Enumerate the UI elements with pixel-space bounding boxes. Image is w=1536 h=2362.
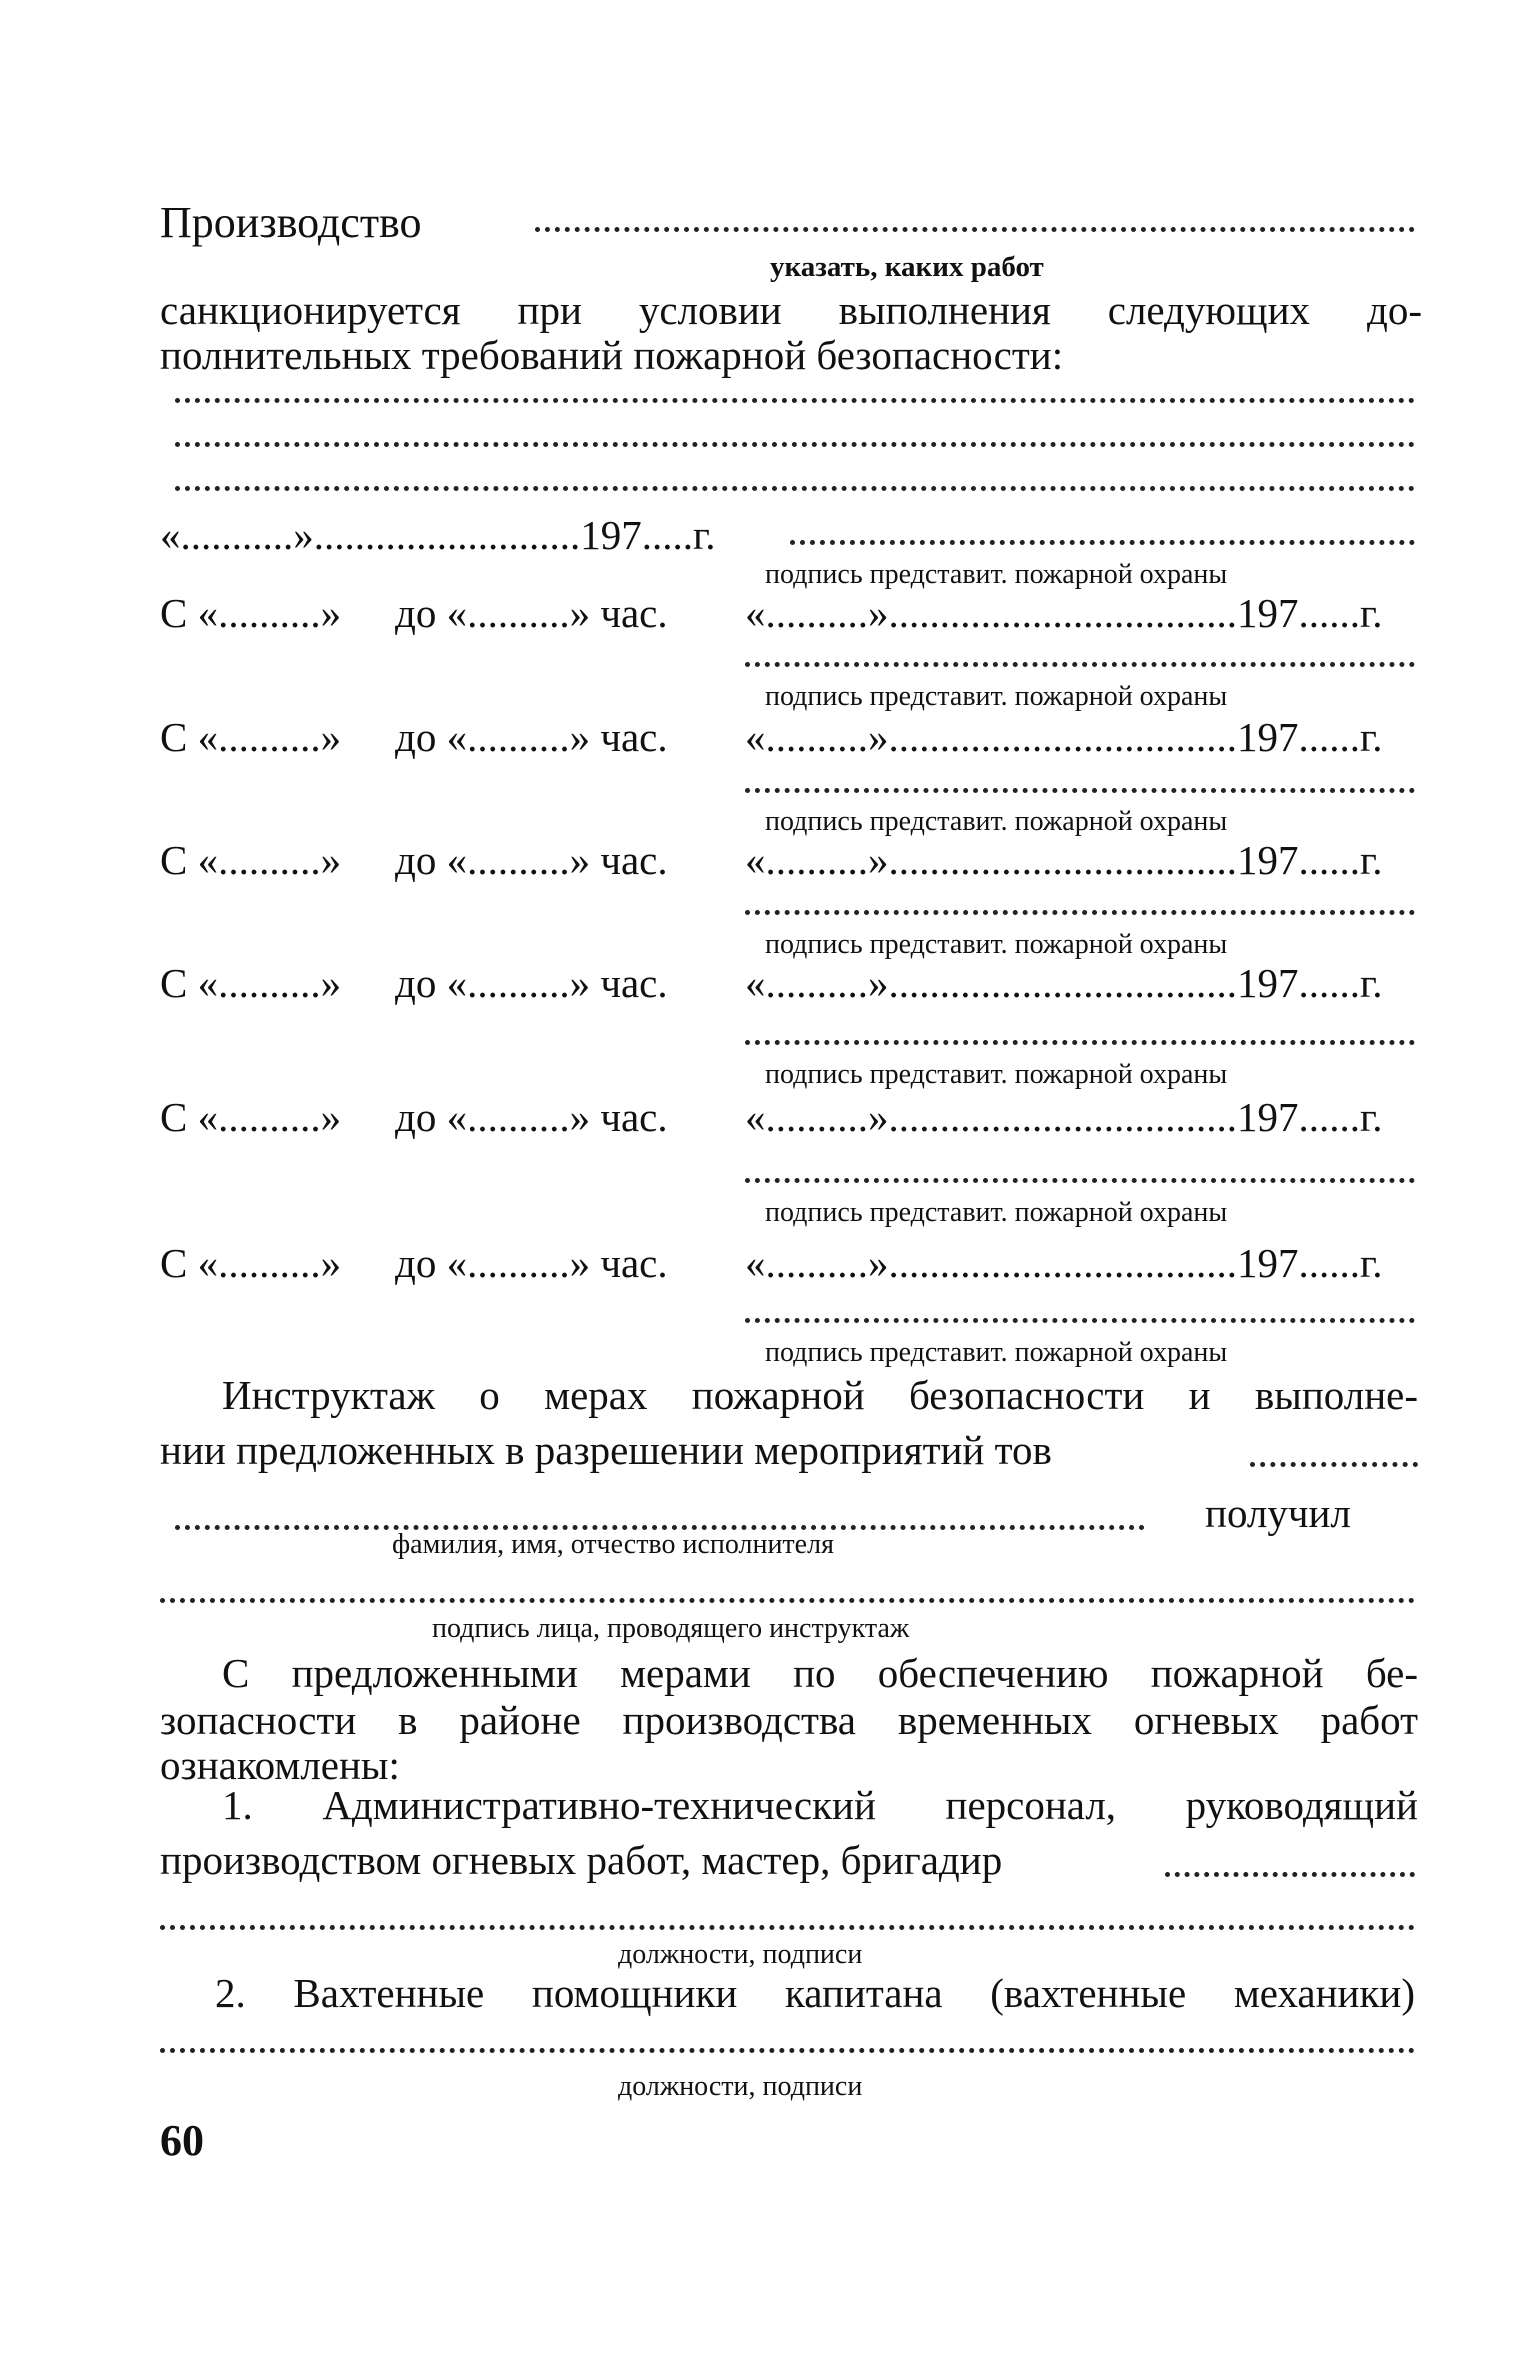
instructor-signature-caption: подпись лица, проводящего инструктаж	[432, 1613, 910, 1644]
row-signature-caption: подпись представит. пожарной охраны	[765, 929, 1228, 960]
signature-line-0[interactable]	[790, 540, 1415, 545]
foreman-field[interactable]	[1165, 1872, 1415, 1877]
issue-date-field[interactable]: «...........»..........................197.....г.	[160, 512, 716, 558]
row-signature-caption: подпись представит. пожарной охраны	[765, 1197, 1228, 1228]
acknowledge-line-2: зопасности в районе производства временных огневых работ	[160, 1697, 1418, 1743]
watch-signatures-caption: должности, подписи	[618, 2071, 863, 2102]
row-date-field[interactable]: «..........»..................................197......г.	[745, 837, 1383, 883]
staff-signatures-field[interactable]	[160, 1925, 1415, 1930]
instruction-line-2: нии предложенных в разрешении мероприятий тов	[160, 1427, 1052, 1473]
from-field[interactable]: С «..........»	[160, 714, 342, 760]
requirements-line-2[interactable]	[175, 442, 1415, 447]
from-field[interactable]: С «..........»	[160, 837, 342, 883]
intro-line-1: санкционируется при условии выполнения следующих до-	[160, 287, 1422, 333]
signature-caption-0: подпись представит. пожарной охраны	[765, 559, 1228, 590]
staff-signatures-caption: должности, подписи	[618, 1939, 863, 1970]
row-signature-line[interactable]	[745, 662, 1415, 667]
row-date-field[interactable]: «..........»..................................197......г.	[745, 590, 1383, 636]
page-number: 60	[160, 2116, 204, 2165]
requirements-line-1[interactable]	[175, 398, 1415, 403]
row-date-field[interactable]: «..........»..................................197......г.	[745, 1094, 1383, 1140]
row-signature-caption: подпись представит. пожарной охраны	[765, 1059, 1228, 1090]
row-signature-caption: подпись представит. пожарной охраны	[765, 681, 1228, 712]
comrade-field[interactable]	[1250, 1462, 1418, 1467]
production-label: Производство	[160, 198, 422, 247]
row-date-field[interactable]: «..........»..................................197......г.	[745, 1240, 1383, 1286]
to-field[interactable]: до «..........» час.	[395, 837, 668, 883]
to-field[interactable]: до «..........» час.	[395, 960, 668, 1006]
works-caption: указать, каких работ	[770, 251, 1044, 283]
row-signature-line[interactable]	[745, 1040, 1415, 1045]
item-1-line-1: 1. Административно-технический персонал, руководящий	[222, 1782, 1418, 1828]
row-signature-line[interactable]	[745, 1178, 1415, 1183]
to-field[interactable]: до «..........» час.	[395, 714, 668, 760]
watch-signatures-field[interactable]	[160, 2048, 1415, 2053]
row-signature-line[interactable]	[745, 910, 1415, 915]
from-field[interactable]: С «..........»	[160, 1094, 342, 1140]
item-1-line-2: производством огневых работ, мастер, бригадир	[160, 1837, 1003, 1883]
from-field[interactable]: С «..........»	[160, 960, 342, 1006]
to-field[interactable]: до «..........» час.	[395, 590, 668, 636]
from-field[interactable]: С «..........»	[160, 590, 342, 636]
intro-line-2: полнительных требований пожарной безопасности:	[160, 332, 1064, 378]
from-field[interactable]: С «..........»	[160, 1240, 342, 1286]
row-signature-caption: подпись представит. пожарной охраны	[765, 806, 1228, 837]
acknowledge-line-1: С предложенными мерами по обеспечению пожарной бе-	[222, 1650, 1418, 1696]
executor-name-caption: фамилия, имя, отчество исполнителя	[392, 1529, 834, 1560]
instruction-line-1: Инструктаж о мерах пожарной безопасности и выполне-	[222, 1372, 1418, 1418]
received-label: получил	[1205, 1490, 1351, 1536]
row-signature-line[interactable]	[745, 1318, 1415, 1323]
production-field[interactable]	[535, 227, 1415, 232]
item-2: 2. Вахтенные помощники капитана (вахтенные механики)	[215, 1970, 1415, 2016]
row-signature-caption: подпись представит. пожарной охраны	[765, 1337, 1228, 1368]
row-date-field[interactable]: «..........»..................................197......г.	[745, 714, 1383, 760]
to-field[interactable]: до «..........» час.	[395, 1240, 668, 1286]
to-field[interactable]: до «..........» час.	[395, 1094, 668, 1140]
row-date-field[interactable]: «..........»..................................197......г.	[745, 960, 1383, 1006]
requirements-line-3[interactable]	[175, 486, 1415, 491]
instructor-signature-field[interactable]	[160, 1598, 1415, 1603]
row-signature-line[interactable]	[745, 788, 1415, 793]
acknowledge-line-3: ознакомлены:	[160, 1742, 400, 1788]
